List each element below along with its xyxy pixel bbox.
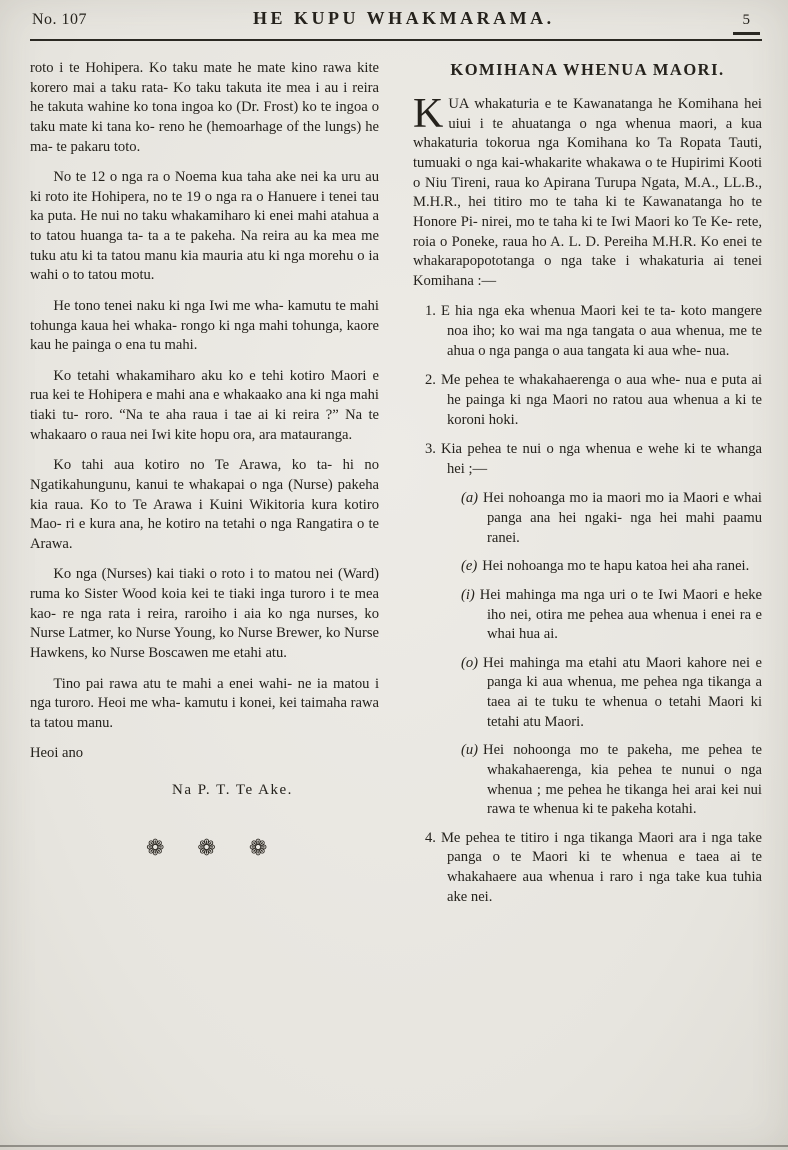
issue-number: No. 107 <box>32 11 88 28</box>
item-text: E hia nga eka whenua Maori kei te ta- koto mangere noa iho; ko wai ma nga tangata o aua whenua, me te ahua o nga panga o aua tangata ki aua whe- nua. <box>440 303 762 359</box>
item-number: 1. <box>425 303 436 320</box>
item-number: 4. <box>425 829 436 846</box>
left-column <box>30 59 379 917</box>
paragraph: No te 12 o nga ra o Noema kua taha ake nei ka uru au ki roto ite Hohipera, no te 19 o nga ra o Hanuere i tenei tau ka puta. He nui no taku whakamiharo ki enei mahi atahua a to tatou huanga ta- ta a te pakeha. Na reira au ka mea me tuku atu ki ta tatou manu kia mauria atu ki nga morehu o ia wahi o to tatou motu. <box>30 169 379 284</box>
paragraph: Ko tetahi whakamiharo aku ko e tehi kotiro Maori e rua kei te Hohipera e mahi ana e whakaako ana ki nga mahi tiaki tu- roro. “Na te aha raua i tae ai ki reira ?” Na te whakaaro o raua nei Iwi kite hopu ora, ara matauranga. <box>30 367 379 443</box>
florette-icon: ❁ ❁ ❁ <box>146 836 268 862</box>
item-text: Me pehea te titiro i nga tikanga Maori ara i nga take panga o te Maori ki te whenua e taea ai te whakahaere aua whenua i raro i nga take kua tuhia ake nei. <box>440 829 762 905</box>
sub-item-label: (o) <box>461 654 479 671</box>
sub-list-item <box>461 654 762 733</box>
signature: Na P. T. Te Ake. <box>172 782 293 798</box>
list-item <box>425 371 762 430</box>
sub-item-label: (i) <box>461 586 475 603</box>
sub-item-label: (e) <box>461 558 478 575</box>
paragraph: Ko tahi aua kotiro no Te Arawa, ko ta- hi no Ngatikahungunu, kanui te whakapai o nga (Nurse) pakeha kia raua. Ko to Te Arawa i Kuini Wikitoria kura kotiro Mao- ri e kura ana, he kotiro na tetahi o nga Rangatira o te Arawa. <box>30 457 379 552</box>
sub-list-item <box>461 557 762 577</box>
scan-edge-line <box>0 1145 788 1147</box>
right-column <box>413 59 762 917</box>
sub-item-label: (a) <box>461 490 479 507</box>
page-title: HE KUPU WHAKMARAMA. <box>252 8 555 28</box>
sub-list-item <box>461 489 762 548</box>
ornament-row <box>146 834 379 864</box>
item-number: 2. <box>425 372 436 389</box>
sub-item-text: Hei nohoanga mo ia maori mo ia Maori e whai panga ana hei ngaki- nga hei mahi paamu ranei. <box>483 490 762 546</box>
sub-list-item <box>461 586 762 645</box>
article-heading: KOMIHANA WHENUA MAORI. <box>450 60 725 79</box>
masthead <box>30 6 762 39</box>
sub-item-text: Hei mahinga ma nga uri o te Iwi Maori e heke iho nei, otira me pehea aua whenua i enei ra e whai hua ai. <box>479 586 762 643</box>
two-column-body <box>30 59 762 917</box>
lead-text: UA whakaturia e te Kawanatanga he Komihana hei uiui i te ahuatanga o nga whenua maori, a kua whakaturia tokorua nga Komihana ko Ta Ropata Tauti, tumuaki o nga kai-whakarite whakawa o te Hupirimi Kooti o Niu Tireni, raua ko Apirana Turupa Ngata, M.A., LL.B., M.H.R., hei titiro mo te taha ki te Kawanatanga ho te Honore Pi- nirei, mo te taha ki te Iwi Maori ko Te Ke- rete, roia o Poneke, raua ho A. L. D. Pereiha M.H.R. Ko enei te whakarapopototanga o nga take i whakaturia ai tenei Komihana :— <box>413 96 762 289</box>
page-number: 5 <box>733 12 761 35</box>
sub-item-label: (u) <box>461 742 479 759</box>
item-text: Kia pehea te nui o nga whenua e wehe ki te whanga hei ;— <box>440 441 762 477</box>
paragraph: He tono tenei naku ki nga Iwi me wha- kamutu te mahi tohunga kaua hei whaka- rongo ki nga mahi tohunga, kaore kau he painga o ena tu mahi. <box>30 297 379 354</box>
sub-list-item <box>461 741 762 820</box>
lead-paragraph <box>413 91 762 291</box>
list-item <box>425 829 762 908</box>
item-number: 3. <box>425 441 436 458</box>
drop-cap: K <box>413 91 444 138</box>
paragraph: roto i te Hohipera. Ko taku mate he mate kino rawa kite korero mai a taku rata- Ko taku takuta ite mea i au i reira he takuta wahine ko tona ingoa ko (Dr. Frost) ko te ingoa o taku mate ki tana ko- reno he (hemoarhage of the lungs) he ma- te pakaru toto. <box>30 60 379 155</box>
closing-line: Heoi ano <box>30 745 84 762</box>
list-item <box>425 440 762 479</box>
sub-item-text: Hei nohoanga mo te hapu katoa hei aha ranei. <box>482 558 750 575</box>
list-item <box>425 302 762 361</box>
paragraph: Tino pai rawa atu te mahi a enei wahi- ne ia matou i nga turoro. Heoi me wha- kamutu i konei, kei taimaha rawa ta tatou manu. <box>30 675 379 731</box>
sub-item-text: Hei nohoonga mo te pakeha, me pehea te whakahaerenga, kia pehea te nunui o nga whenua ; me pehea he tikanga hei arai kei nui rawa te whenua ki te pakeha kotahi. <box>483 742 762 818</box>
sub-item-text: Hei mahinga ma etahi atu Maori kahore nei e panga ki aua whenua, me pehea nga tikanga a taea ai te tuku te whenua o tetahi Maori ki tetahi atu Maori. <box>483 654 762 730</box>
item-text: Me pehea te whakahaerenga o aua whe- nua e puta ai he painga ki nga Maori no ratou aua whenua a ki te koroni hoki. <box>440 372 762 428</box>
paragraph: Ko nga (Nurses) kai tiaki o roto i to matou nei (Ward) ruma ko Sister Wood koia kei te tiaki inga turoro i te mea kao- re nga rata i reira, raroiho i aia ko nga nurses, ko Nurse Latmer, ko Nurse Young, ko Nurse Brewer, ko Nurse Hawkens, ko Nurse Boscawen me etahi atu. <box>30 566 379 661</box>
header-rule <box>30 39 762 41</box>
